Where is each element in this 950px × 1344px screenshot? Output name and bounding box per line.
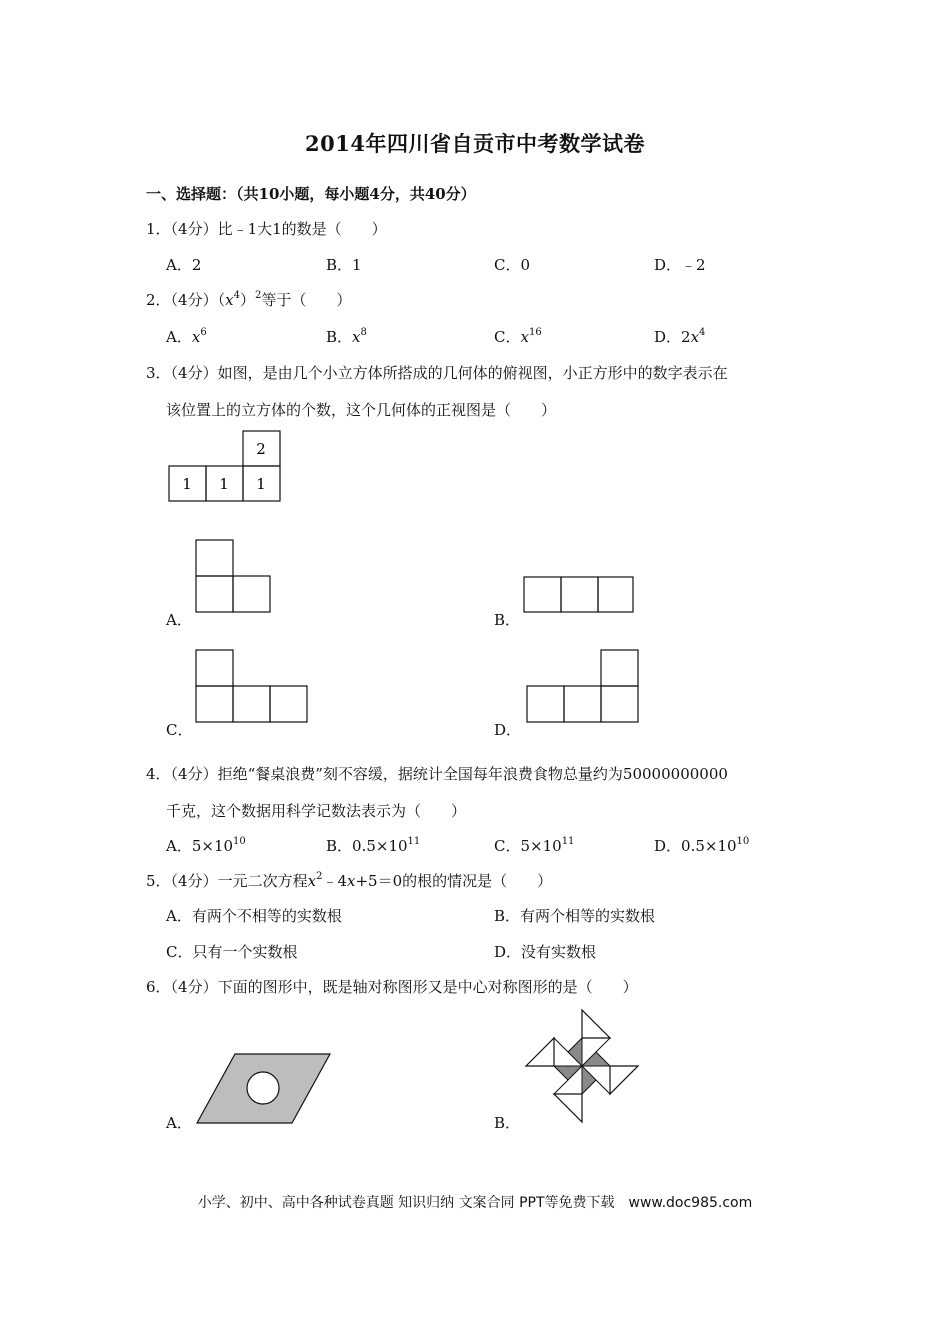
q2-variable: x xyxy=(225,291,234,309)
q3-option-d-figure xyxy=(526,649,640,724)
q1-option-a[interactable]: A．2 xyxy=(166,256,202,274)
q4-option-b[interactable]: B．$0.5\times 10^{11}$ xyxy=(326,836,421,855)
top-view-figure xyxy=(168,430,282,504)
q2-option-a[interactable]: A．$x^6$ xyxy=(166,327,207,346)
question-4-line2: 千克，这个数据用科学记数法表示为（ ） xyxy=(166,802,467,820)
question-3-line2: 该位置上的立方体的个数，这个几何体的正视图是（ ） xyxy=(166,401,557,419)
q4-option-a[interactable]: A．$5\times 10^{10}$ xyxy=(166,836,246,855)
pinwheel-figure xyxy=(524,1008,640,1124)
q2-inner-exponent: 4 xyxy=(233,290,240,301)
q5-option-a[interactable]: A．有两个不相等的实数根 xyxy=(166,907,342,925)
question-2-stem xyxy=(146,289,351,310)
q3-option-a[interactable]: A． xyxy=(166,611,192,629)
page-footer: 小学、初中、高中各种试卷真题 知识归纳 文案合同 PPT等免费下载 www.doc985.com xyxy=(197,1195,753,1211)
q4-option-c[interactable]: C．$5\times 10^{11}$ xyxy=(494,836,575,855)
q5-option-d[interactable]: D．没有实数根 xyxy=(494,943,597,961)
question-1-stem: 1．（4分）比﹣1大1的数是（ ） xyxy=(146,220,387,238)
grid-number: 1 xyxy=(182,475,192,493)
page-title: 2014年四川省自贡市中考数学试卷 xyxy=(305,131,645,156)
q1-option-c[interactable]: C．0 xyxy=(494,256,531,274)
q3-option-c[interactable]: C． xyxy=(166,721,193,739)
q3-option-c-figure xyxy=(195,649,309,724)
q6-option-a[interactable]: A． xyxy=(166,1114,192,1132)
q5-option-c[interactable]: C．只有一个实数根 xyxy=(166,943,298,961)
q2-tail: 等于（ ） xyxy=(261,291,352,309)
q2-option-b[interactable]: B．$x^8$ xyxy=(326,327,367,346)
grid-number: 1 xyxy=(219,475,229,493)
grid-number: 2 xyxy=(256,440,266,458)
q4-option-d[interactable]: D．$0.5\times 10^{10}$ xyxy=(654,836,750,855)
q5-option-b[interactable]: B．有两个相等的实数根 xyxy=(494,907,656,925)
question-6-stem: 6．（4分）下面的图形中，既是轴对称图形又是中心对称图形的是（ ） xyxy=(146,978,638,996)
q3-option-d[interactable]: D． xyxy=(494,721,522,739)
section-heading: 一、选择题：（共10小题，每小题4分，共40分） xyxy=(146,185,476,203)
q3-option-b[interactable]: B． xyxy=(494,611,521,629)
q3-option-a-figure xyxy=(195,539,273,614)
question-4-line1: 4．（4分）拒绝“餐桌浪费”刻不容缓，据统计全国每年浪费食物总量约为50000000000 xyxy=(146,765,728,783)
q1-option-d[interactable]: D．﹣2 xyxy=(654,256,706,274)
q3-option-b-figure xyxy=(523,576,635,614)
grid-number: 1 xyxy=(256,475,266,493)
question-5-stem: 5．（4分）一元二次方程$x^2﹣4x+5=0$的根的情况是（ ） xyxy=(146,871,553,890)
q2-option-c[interactable]: C．$x^{16}$ xyxy=(494,327,542,346)
q2-outer-exponent: 2 xyxy=(254,290,262,301)
q6-option-b[interactable]: B． xyxy=(494,1114,521,1132)
question-3-line1: 3．（4分）如图，是由几个小立方体所搭成的几何体的俯视图，小正方形中的数字表示在 xyxy=(146,364,728,382)
q2-number: 2．（4分）（ xyxy=(146,291,226,309)
q2-option-d[interactable]: D．$2x^4$ xyxy=(654,327,706,346)
q1-option-b[interactable]: B．1 xyxy=(326,256,362,274)
parallelogram-with-hole-figure xyxy=(196,1053,332,1125)
q2-close-paren: ） xyxy=(239,291,255,309)
